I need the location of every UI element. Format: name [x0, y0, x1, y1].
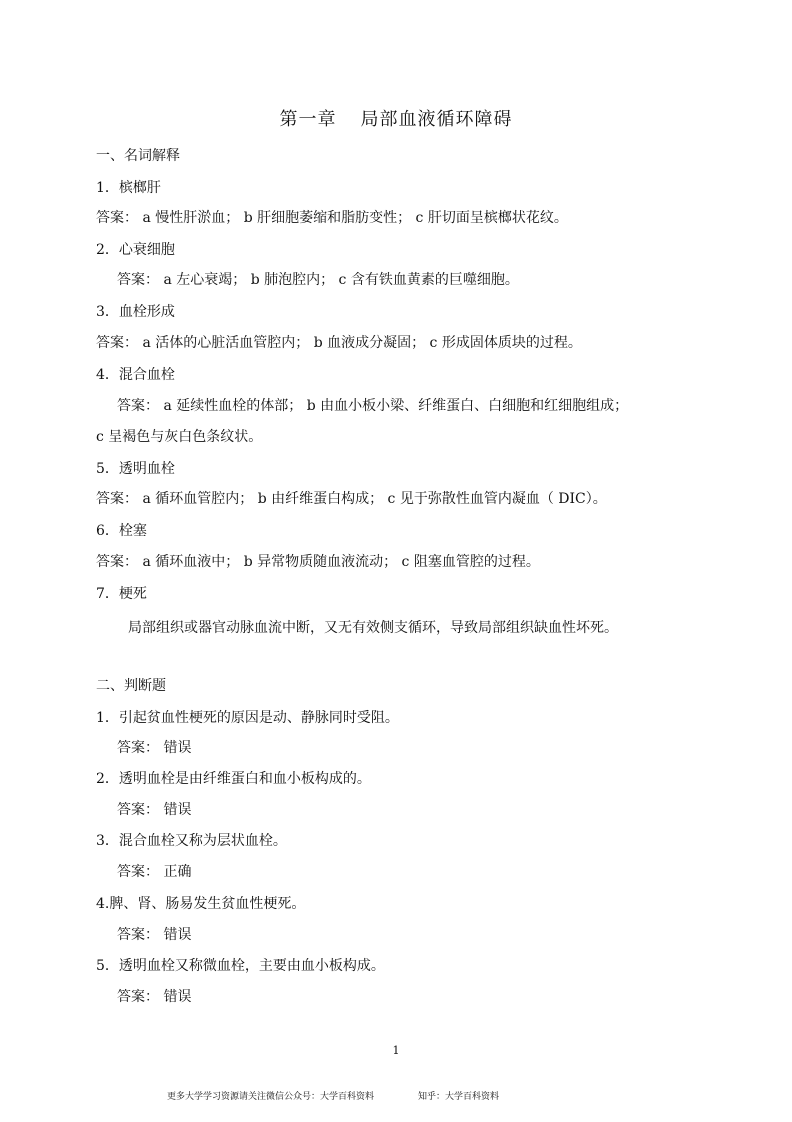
page-number: 1: [392, 1044, 400, 1057]
tf-answer-2: 答案： 错误: [117, 802, 192, 818]
tf-answer-3: 答案： 正确: [117, 864, 192, 880]
question-2: 2．透明血栓是由纤维蛋白和血小板构成的。: [96, 771, 371, 787]
tf-answer-4: 答案： 错误: [117, 927, 192, 943]
section1-heading: 一、名词解释: [96, 148, 180, 164]
answer-6: 答案： a 循环血液中； b 异常物质随血液流动； c 阻塞血管腔的过程。: [96, 554, 540, 570]
answer-7: 局部组织或器官动脉血流中断，又无有效侧支循环，导致局部组织缺血性坏死。: [128, 620, 618, 636]
term-1: 1．槟榔肝: [96, 180, 161, 196]
question-4: 4.脾、肾、肠易发生贫血性梗死。: [96, 896, 306, 912]
question-1: 1．引起贫血性梗死的原因是动、静脉同时受阻。: [96, 710, 399, 726]
section2-heading: 二、判断题: [96, 678, 166, 694]
footer-zhihu: 知乎：大学百科资料: [418, 1092, 500, 1102]
term-4: 4．混合血栓: [96, 367, 175, 383]
term-3: 3．血栓形成: [96, 304, 175, 320]
chapter-title: [0, 108, 792, 132]
term-7: 7．梗死: [96, 586, 147, 602]
term-6: 6．栓塞: [96, 523, 147, 539]
term-2: 2．心衰细胞: [96, 242, 175, 258]
question-3: 3．混合血栓又称为层状血栓。: [96, 833, 287, 849]
answer-3: 答案： a 活体的心脏活血管腔内； b 血液成分凝固； c 形成固体质块的过程。: [96, 335, 582, 351]
answer-2: 答案： a 左心衰竭； b 肺泡腔内； c 含有铁血黄素的巨噬细胞。: [117, 272, 519, 288]
chapter-number: 第一章: [279, 109, 337, 130]
footer-wechat: 更多大学学习资源请关注微信公众号：大学百科资料: [167, 1092, 375, 1102]
tf-answer-5: 答案： 错误: [117, 989, 192, 1005]
chapter-name: 局部血液循环障碍: [360, 109, 513, 130]
answer-4-cont: c 呈褐色与灰白色条纹状。: [96, 429, 263, 445]
tf-answer-1: 答案： 错误: [117, 740, 192, 756]
question-5: 5．透明血栓又称微血栓，主要由血小板构成。: [96, 958, 385, 974]
term-5: 5．透明血栓: [96, 461, 175, 477]
answer-5: 答案： a 循环血管腔内； b 由纤维蛋白构成； c 见于弥散性血管内凝血（ DIC）。: [96, 491, 607, 507]
answer-1: 答案： a 慢性肝淤血； b 肝细胞萎缩和脂肪变性； c 肝切面呈槟榔状花纹。: [96, 210, 568, 226]
answer-4: 答案： a 延续性血栓的体部； b 由血小板小梁、纤维蛋白、白细胞和红细胞组成；: [117, 398, 629, 414]
